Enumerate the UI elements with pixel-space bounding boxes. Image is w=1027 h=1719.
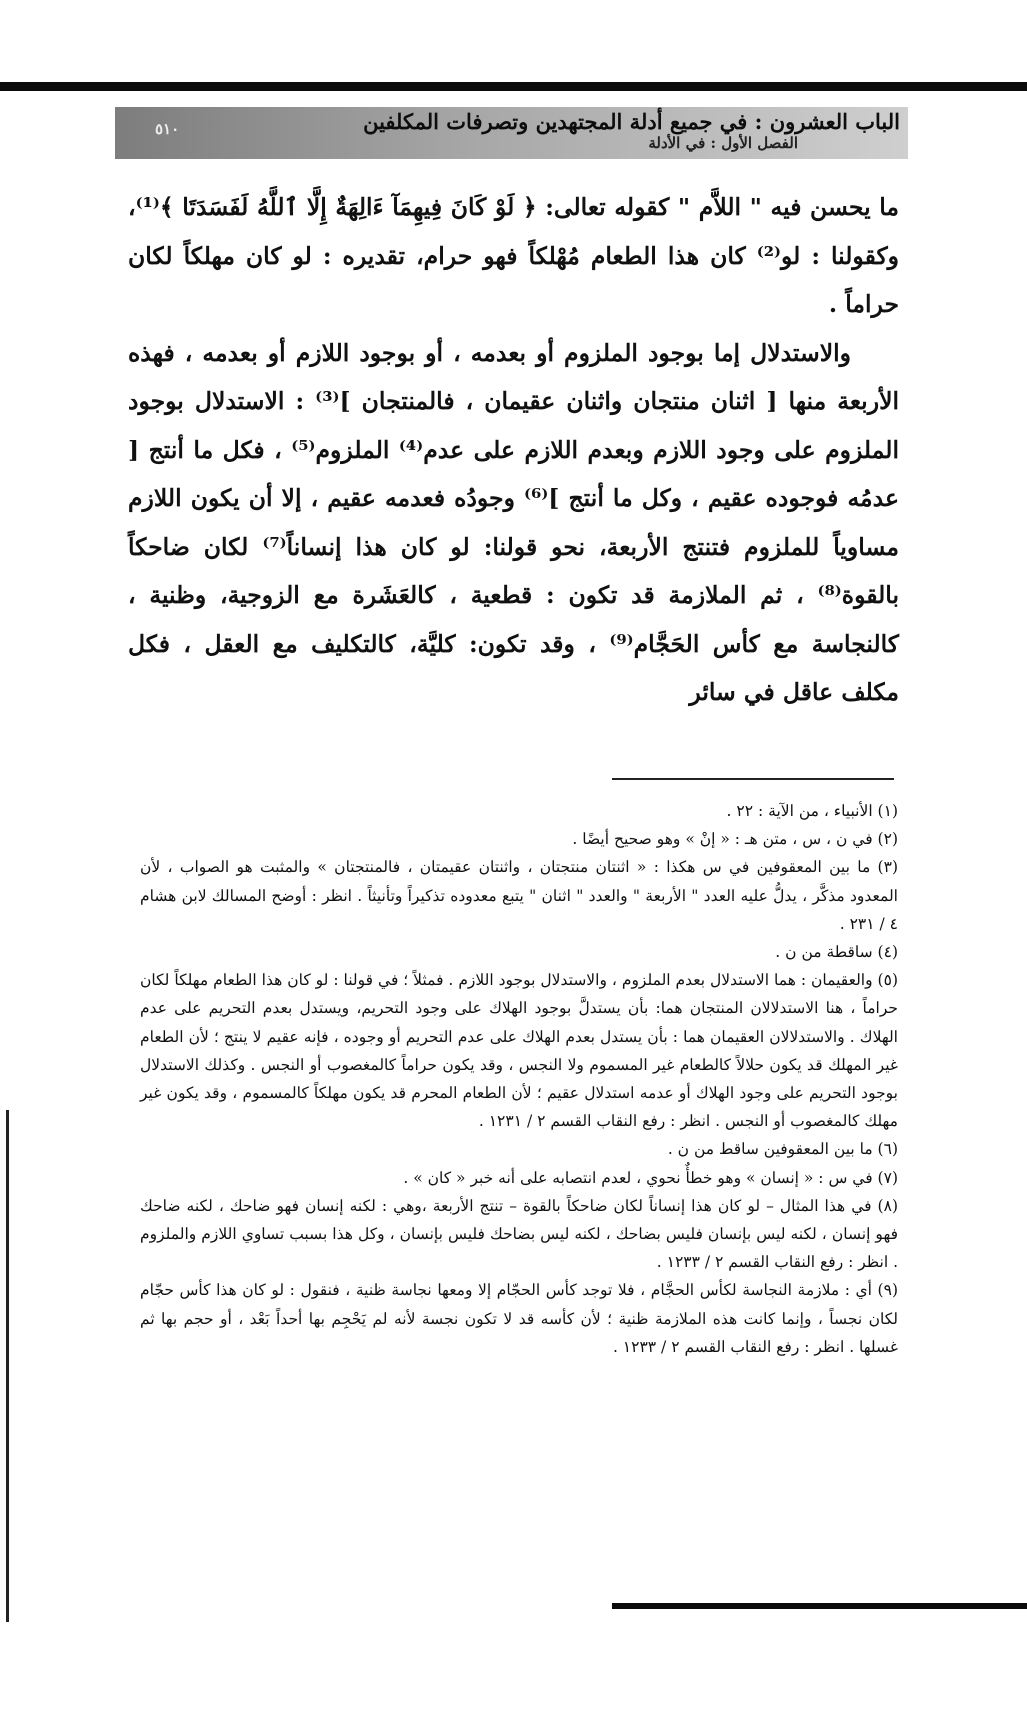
footnote-2: (٢) في ن ، س ، متن هـ : « إنْ » وهو صحيح أيضًا .	[572, 830, 898, 849]
page-number: ٥١٠	[155, 120, 180, 138]
running-header	[115, 107, 908, 159]
footnotes	[140, 797, 898, 1361]
section-subtitle: الفصل الأول : في الأدلة	[648, 134, 798, 152]
top-rule	[0, 82, 1027, 91]
footnote-separator	[612, 778, 894, 780]
body-paragraph-1: ما يحسن فيه " اللاَّم " كقوله تعالى: ﴿ لَوْ كَانَ فِيهِمَآ ءَالِهَةٌ إِلَّا ٱللَّهُ لَفَسَدَتَا ﴾⁽¹⁾، وكقولنا : لو⁽²⁾ كان هذا الطعام مُهْلكاً فهو حرام، تقديره : لو كان مهلكاً لكان حراماً .	[128, 193, 899, 318]
footnote-5: (٥) والعقيمان : هما الاستدلال بعدم الملزوم ، والاستدلال بوجود اللازم . فمثلاً ؛ في قولنا : لو كان هذا الطعام مهلكاً لكان حراماً ، هنا الاستدلالان المنتجان هما: بأن يستدلَّ بوجود الهلاك على وجود التحريم، ويستدل بعدم التحريم على عدم الهلاك . والاستدلالان العقيمان هما : بأن يستدل بعدم الهلاك على عدم التحريم أو وجوده ، فإنه عقيم لا ينتج ؛ لأن الطعام غير المهلك قد يكون حلالاً كالطعام غير المسموم ولا النجس ، وقد يكون حراماً كالمغصوب أو النجس . وكذلك الاستدلال بوجود التحريم على وجود الهلاك أو عدمه استدلال عقيم ؛ لأن الطعام المحرم قد يكون مهلكاً كالمسموم ، وقد يكون غير مهلك كالمغصوب أو النجس . انظر : رفع النقاب القسم ٢ / ١٢٣١ .	[140, 971, 898, 1131]
footnote-7: (٧) في س : « إنسان » وهو خطأٌ نحوي ، لعدم انتصابه على أنه خبر « كان » .	[403, 1168, 898, 1187]
footnote-6: (٦) ما بين المعقوفين ساقط من ن .	[667, 1140, 898, 1159]
chapter-title: الباب العشرون : في جميع أدلة المجتهدين وتصرفات المكلفين	[363, 109, 900, 134]
footnote-8: (٨) في هذا المثال – لو كان هذا إنساناً لكان ضاحكاً بالقوة – تنتج الأربعة ،وهي : لكنه إنسان فهو ضاحك ، لكنه ضاحك فهو إنسان ، لكنه ليس بإنسان فليس بضاحك ، لكنه ليس بضاحك فليس بإنسان ، وكل هذا بسبب تساوي اللازم والملزوم . انظر : رفع النقاب القسم ٢ / ١٢٣٣ .	[140, 1196, 898, 1272]
body-paragraph-2: والاستدلال إما بوجود الملزوم أو بعدمه ، أو بوجود اللازم أو بعدمه ، فهذه الأربعة منها [ اثنان منتجان واثنان عقيمان ، فالمنتجان ]⁽³⁾ : الاستدلال بوجود الملزوم على وجود اللازم وبعدم اللازم على عدم⁽⁴⁾ الملزوم⁽⁵⁾ ، فكل ما أنتج [ عدمُه فوجوده عقيم ، وكل ما أنتج ]⁽⁶⁾ وجودُه فعدمه عقيم ، إلا أن يكون اللازم مساوياً للملزوم فتنتج الأربعة، نحو قولنا: لو كان هذا إنساناً⁽⁷⁾ لكان ضاحكاً بالقوة⁽⁸⁾ ، ثم الملازمة قد تكون : قطعية ، كالعَشَرة مع الزوجية، وظنية ، كالنجاسة مع كأس الحَجَّام⁽⁹⁾ ، وقد تكون: كليَّة، كالتكليف مع العقل ، فكل مكلف عاقل في سائر	[128, 338, 899, 706]
bottom-rule	[612, 1603, 1027, 1609]
footnote-4: (٤) ساقطة من ن .	[775, 943, 898, 962]
scan-edge-line	[6, 1110, 9, 1622]
main-text	[128, 183, 899, 717]
footnote-1: (١) الأنبياء ، من الآية : ٢٢ .	[726, 802, 898, 820]
footnote-9: (٩) أي : ملازمة النجاسة لكأس الحجَّام ، فلا توجد كأس الحجّام إلا ومعها نجاسة ظنية ، فنقول : لو كان هذا كأس حجّام لكان نجساً ، وإنما كانت هذه الملازمة ظنية ؛ لأن كأسه قد لا تكون نجسة لأنه لم يَحْجِم بها أحداً بَعْد ، أو حجم بها ثم غسلها . انظر : رفع النقاب القسم ٢ / ١٢٣٣ .	[140, 1281, 898, 1356]
footnote-3: (٣) ما بين المعقوفين في س هكذا : « اثنتان منتجتان ، واثنتان عقيمتان ، فالمنتجتان » والمثبت هو الصواب ، لأن المعدود مذكَّر ، يدلُّ عليه العدد " الأربعة " والعدد " اثنان " يتبع معدوده تذكيراً وتأنيثاً . انظر : أوضح المسالك لابن هشام ٤ / ٢٣١ .	[140, 858, 898, 933]
